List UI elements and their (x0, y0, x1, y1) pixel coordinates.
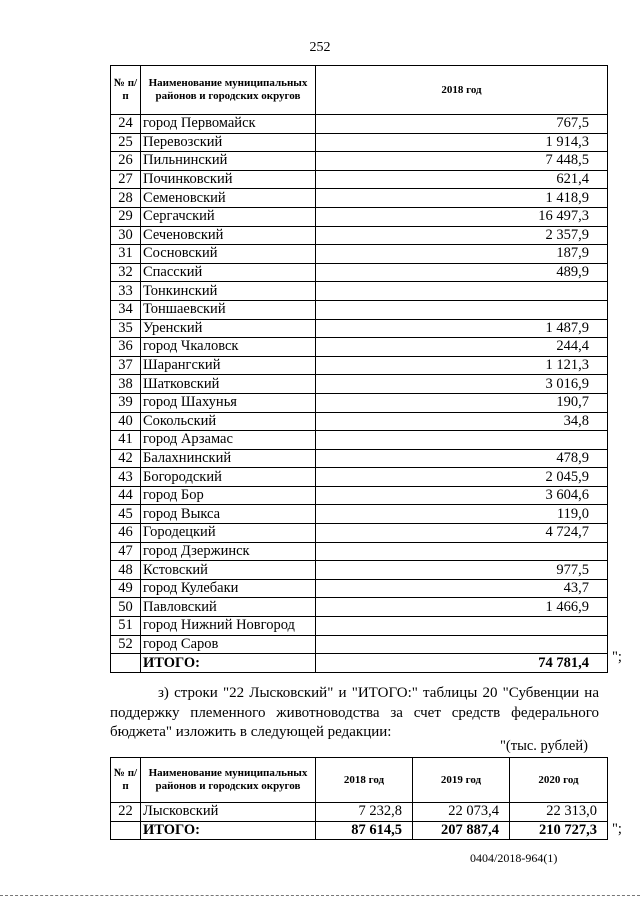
row-name: город Нижний Новгород (141, 617, 316, 636)
table-row (111, 152, 608, 171)
row-name: город Шахунья (141, 393, 316, 412)
table-row (111, 524, 608, 543)
row-name: город Чкаловск (141, 338, 316, 357)
row-value-2018: 34,8 (316, 412, 608, 431)
row-num: 29 (111, 207, 141, 226)
row-num: 47 (111, 542, 141, 561)
row-num: 38 (111, 375, 141, 394)
row-value-2018: 3 604,6 (316, 486, 608, 505)
row-value-2018: 1 487,9 (316, 319, 608, 338)
row-name: Шатковский (141, 375, 316, 394)
table1-total-row (111, 654, 608, 673)
row-value-2018: 43,7 (316, 579, 608, 598)
paragraph-line-3: бюджета" изложить в следующей редакции: (110, 724, 392, 740)
table2-total-label: ИТОГО: (141, 821, 316, 840)
table-row (111, 207, 608, 226)
row-value-2018: 1 418,9 (316, 189, 608, 208)
table1-header-year: 2018 год (316, 66, 608, 115)
table1-header-num: № п/п (111, 66, 141, 115)
row-name: Богородский (141, 468, 316, 487)
table-row (111, 393, 608, 412)
table-row (111, 338, 608, 357)
row-name: город Первомайск (141, 115, 316, 134)
row-num: 48 (111, 561, 141, 580)
row-name: город Арзамас (141, 431, 316, 450)
table-row (111, 449, 608, 468)
row-num: 24 (111, 115, 141, 134)
row-value-2018: 119,0 (316, 505, 608, 524)
table-row (111, 803, 608, 822)
row-num: 45 (111, 505, 141, 524)
row-num: 46 (111, 524, 141, 543)
row-name: Балахнинский (141, 449, 316, 468)
page-number: 252 (309, 40, 331, 55)
row-value-2018: 489,9 (316, 263, 608, 282)
row-num: 51 (111, 617, 141, 636)
table2-header-row (111, 758, 608, 803)
row-value-2018: 4 724,7 (316, 524, 608, 543)
row-num: 37 (111, 356, 141, 375)
table2-closing-quote: "; (612, 821, 622, 837)
row-name: Перевозский (141, 133, 316, 152)
row-value-2018: 244,4 (316, 338, 608, 357)
row-value-2018: 16 497,3 (316, 207, 608, 226)
table-row (111, 245, 608, 264)
row-name: город Кулебаки (141, 579, 316, 598)
row-name: город Выкса (141, 505, 316, 524)
table2-total-2018: 87 614,5 (316, 821, 413, 840)
row-num: 49 (111, 579, 141, 598)
table1-total-2018: 74 781,4 (316, 654, 608, 673)
table2-total-empty (111, 821, 141, 840)
row-num: 34 (111, 300, 141, 319)
document-code: 0404/2018-964(1) (470, 851, 558, 865)
row-value-2018: 1 914,3 (316, 133, 608, 152)
row-num: 31 (111, 245, 141, 264)
row-name: город Дзержинск (141, 542, 316, 561)
table2-row-name: Лысковский (141, 803, 316, 822)
row-num: 35 (111, 319, 141, 338)
row-value-2018 (316, 635, 608, 654)
unit-label: "(тыс. рублей) (500, 738, 588, 754)
table2-total-2019: 207 887,4 (413, 821, 510, 840)
row-value-2018 (316, 542, 608, 561)
row-num: 27 (111, 170, 141, 189)
row-num: 52 (111, 635, 141, 654)
table1-body (111, 115, 608, 673)
row-num: 44 (111, 486, 141, 505)
table2-total-row (111, 821, 608, 840)
table-row (111, 115, 608, 134)
row-value-2018 (316, 282, 608, 301)
row-value-2018: 190,7 (316, 393, 608, 412)
row-num: 25 (111, 133, 141, 152)
table-row (111, 617, 608, 636)
table2-row-2020: 22 313,0 (510, 803, 608, 822)
table1-total-empty (111, 654, 141, 673)
row-name: Сергачский (141, 207, 316, 226)
amendment-paragraph (110, 684, 599, 743)
table2-header-num: № п/п (111, 758, 141, 803)
row-value-2018: 3 016,9 (316, 375, 608, 394)
row-name: Сосновский (141, 245, 316, 264)
row-value-2018: 7 448,5 (316, 152, 608, 171)
row-name: Тоншаевский (141, 300, 316, 319)
paragraph-line-2: поддержку племенного животноводства за счет средств федерального (110, 704, 599, 721)
table1-header-row (111, 66, 608, 115)
table-row (111, 319, 608, 338)
row-name: Сокольский (141, 412, 316, 431)
paragraph-line-1: з) строки "22 Лысковский" и "ИТОГО:" таблицы 20 "Субвенции на (158, 685, 599, 701)
row-name: город Саров (141, 635, 316, 654)
row-name: Семеновский (141, 189, 316, 208)
table-row (111, 375, 608, 394)
row-value-2018: 621,4 (316, 170, 608, 189)
row-value-2018: 187,9 (316, 245, 608, 264)
row-value-2018: 2 045,9 (316, 468, 608, 487)
table-row (111, 505, 608, 524)
row-value-2018 (316, 431, 608, 450)
row-name: Спасский (141, 263, 316, 282)
row-num: 28 (111, 189, 141, 208)
table-row (111, 431, 608, 450)
table2-header-2020: 2020 год (510, 758, 608, 803)
table1-total-label: ИТОГО: (141, 654, 316, 673)
table2-header-name: Наименование муниципальных районов и городских округов (141, 758, 316, 803)
row-name: Шарангский (141, 356, 316, 375)
row-num: 42 (111, 449, 141, 468)
table2-row-2019: 22 073,4 (413, 803, 510, 822)
table-row (111, 561, 608, 580)
table-row (111, 356, 608, 375)
table2-total-2020: 210 727,3 (510, 821, 608, 840)
table-row (111, 282, 608, 301)
table-row (111, 226, 608, 245)
row-num: 41 (111, 431, 141, 450)
row-name: Уренский (141, 319, 316, 338)
table-row (111, 486, 608, 505)
table-row (111, 133, 608, 152)
row-num: 40 (111, 412, 141, 431)
table2-header-2019: 2019 год (413, 758, 510, 803)
row-value-2018 (316, 617, 608, 636)
row-name: город Бор (141, 486, 316, 505)
table2-row-num: 22 (111, 803, 141, 822)
table-row (111, 263, 608, 282)
row-num: 33 (111, 282, 141, 301)
row-num: 32 (111, 263, 141, 282)
table-row (111, 598, 608, 617)
table-row (111, 635, 608, 654)
table2-header-2018: 2018 год (316, 758, 413, 803)
row-name: Тонкинский (141, 282, 316, 301)
row-name: Пильнинский (141, 152, 316, 171)
row-value-2018: 1 466,9 (316, 598, 608, 617)
table-row (111, 468, 608, 487)
row-num: 50 (111, 598, 141, 617)
row-num: 30 (111, 226, 141, 245)
footer-divider (0, 895, 640, 896)
row-name: Сеченовский (141, 226, 316, 245)
row-name: Городецкий (141, 524, 316, 543)
table2-row-2018: 7 232,8 (316, 803, 413, 822)
row-name: Кстовский (141, 561, 316, 580)
table-row (111, 579, 608, 598)
table-row (111, 542, 608, 561)
row-num: 39 (111, 393, 141, 412)
row-value-2018: 478,9 (316, 449, 608, 468)
subsidy-table-2018 (110, 65, 608, 673)
table-row (111, 170, 608, 189)
row-value-2018: 977,5 (316, 561, 608, 580)
row-num: 36 (111, 338, 141, 357)
table-row (111, 412, 608, 431)
table-row (111, 189, 608, 208)
row-value-2018: 767,5 (316, 115, 608, 134)
row-name: Починковский (141, 170, 316, 189)
row-value-2018: 1 121,3 (316, 356, 608, 375)
table1-closing-quote: "; (612, 649, 622, 665)
table1-header-name: Наименование муниципальных районов и городских округов (141, 66, 316, 115)
row-name: Павловский (141, 598, 316, 617)
table-row (111, 300, 608, 319)
row-value-2018 (316, 300, 608, 319)
row-num: 26 (111, 152, 141, 171)
subsidy-table-2018-2020 (110, 757, 608, 840)
row-value-2018: 2 357,9 (316, 226, 608, 245)
row-num: 43 (111, 468, 141, 487)
